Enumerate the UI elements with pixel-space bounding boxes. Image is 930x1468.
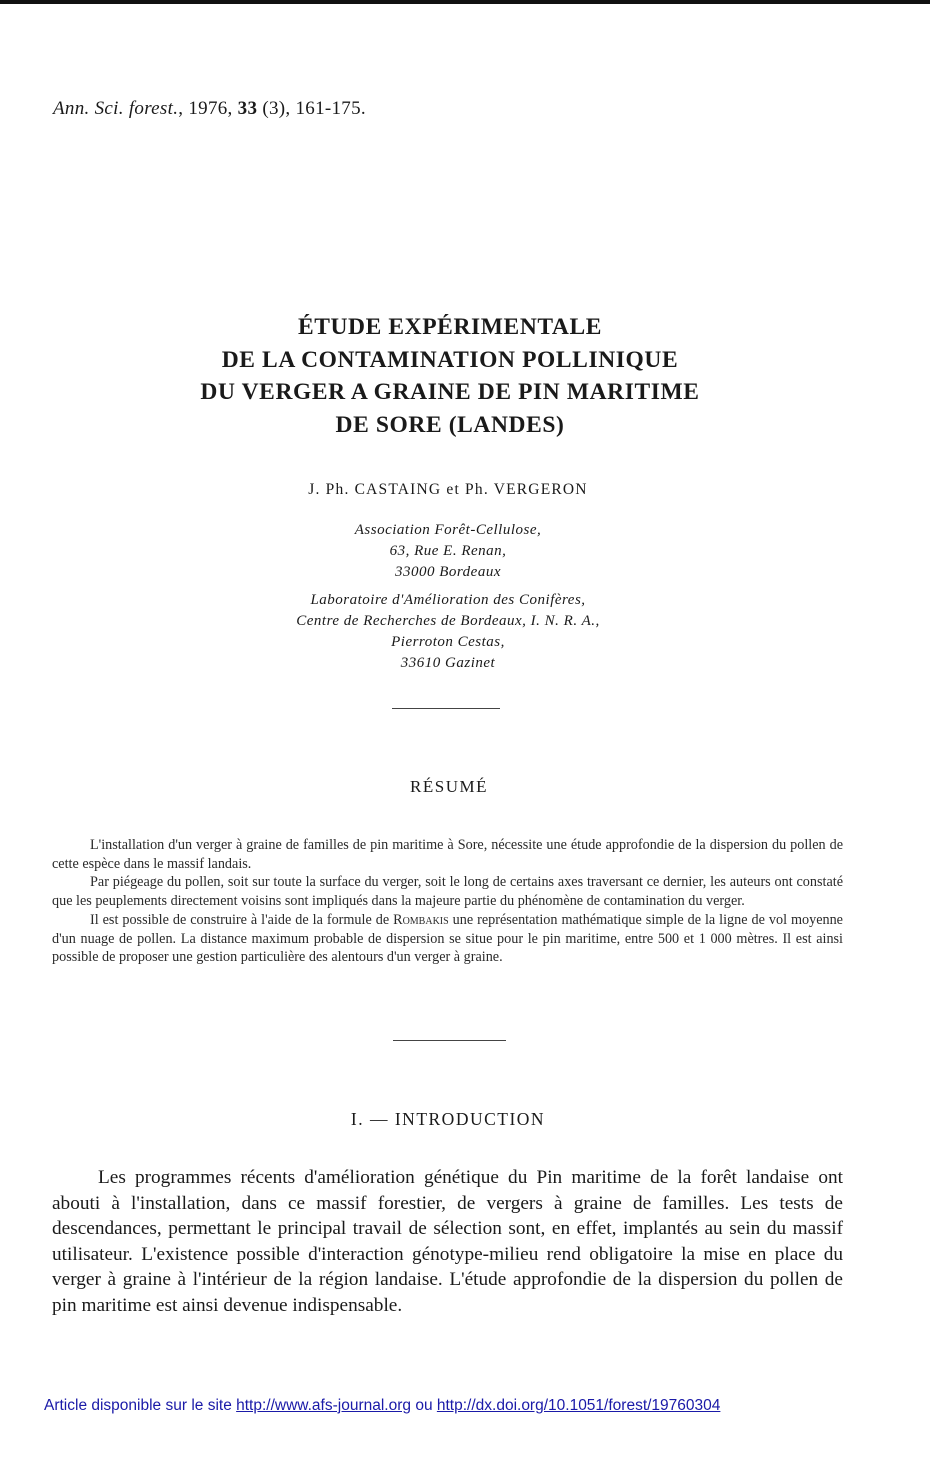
affiliation-line: Pierroton Cestas,	[391, 634, 505, 650]
abstract-text: Il est possible de construire à l'aide de la formule de	[90, 911, 394, 928]
citation-pages: (3), 161-175.	[257, 98, 366, 119]
author-names: J. Ph. CASTAING et Ph. VERGERON	[308, 481, 588, 498]
cited-author: Rombakis	[393, 911, 449, 928]
affiliation-line: 33610 Gazinet	[400, 655, 496, 671]
article-title	[0, 311, 900, 441]
affiliation-line: Laboratoire d'Amélioration des Conifères,	[310, 592, 586, 608]
citation-volume: 33	[237, 98, 258, 119]
body-paragraph: Les programmes récents d'amélioration génétique du Pin maritime de la forêt landaise ont abouti à l'installation, dans ce massif forestier, de vergers à graine de familles. Les tests de descendances, permettant le principal travail de sélection sont, en effet, implantés au sein du massif utilisateur. L'existence possible d'interaction génotype-milieu rend obligatoire la mise en place du verger à graine à l'intérieur de la région landaise. L'étude approfondie de la dispersion du pollen de pin maritime est ainsi devenue indispensable.	[52, 1167, 843, 1316]
footer-text: Article disponible sur le site	[44, 1397, 237, 1414]
title-line: DE SORE (LANDES)	[335, 411, 565, 438]
abstract-paragraph	[52, 911, 843, 967]
affiliation-1	[0, 520, 896, 583]
title-line: DU VERGER A GRAINE DE PIN MARITIME	[200, 379, 700, 405]
affiliation-2	[0, 590, 896, 674]
abstract-text: une représentation mathématique simple de la ligne de vol moyenne d'un nuage de pollen. La distance maximum probable de dispersion se situe pour le pin maritime, entre 500 et 1 000 mètres. Il est ainsi possible de proposer une gestion particulière des alentours d'un verger à graine.	[52, 911, 843, 966]
title-line: DE LA CONTAMINATION POLLINIQUE	[221, 346, 679, 373]
footer-availability	[44, 1397, 720, 1415]
citation-year: , 1976,	[178, 98, 238, 119]
abstract	[52, 836, 843, 967]
doi-link[interactable]: http://dx.doi.org/10.1051/forest/19760304	[436, 1397, 721, 1414]
separator-rule	[392, 708, 500, 709]
affiliation-line: Centre de Recherches de Bordeaux, I. N. R. A.,	[296, 613, 600, 629]
separator-rule	[393, 1040, 506, 1041]
affiliation-line: 63, Rue E. Renan,	[389, 543, 507, 559]
section-heading: I. — INTRODUCTION	[350, 1109, 546, 1129]
footer-text: ou	[411, 1397, 437, 1414]
resume-heading: RÉSUMÉ	[410, 777, 488, 796]
affiliation-line: 33000 Bordeaux	[394, 564, 501, 580]
abstract-paragraph: Par piégeage du pollen, soit sur toute la surface du verger, soit le long de certains axes traversant ce dernier, les auteurs ont constaté que les peuplements directement voisins sont impliqués dans la majeure partie du phénomène de contamination du verger.	[52, 874, 843, 910]
introduction-text	[52, 1165, 843, 1319]
affiliation-line: Association Forêt-Cellulose,	[354, 522, 542, 538]
abstract-paragraph: L'installation d'un verger à graine de familles de pin maritime à Sore, nécessite une étude approfondie de la dispersion du pollen de cette espèce dans le massif landais.	[52, 837, 843, 872]
journal-link[interactable]: http://www.afs-journal.org	[236, 1397, 412, 1414]
journal-citation	[53, 98, 366, 120]
top-border-rule	[0, 0, 930, 4]
journal-name: Ann. Sci. forest.	[53, 98, 179, 119]
title-line: ÉTUDE EXPÉRIMENTALE	[297, 314, 603, 340]
